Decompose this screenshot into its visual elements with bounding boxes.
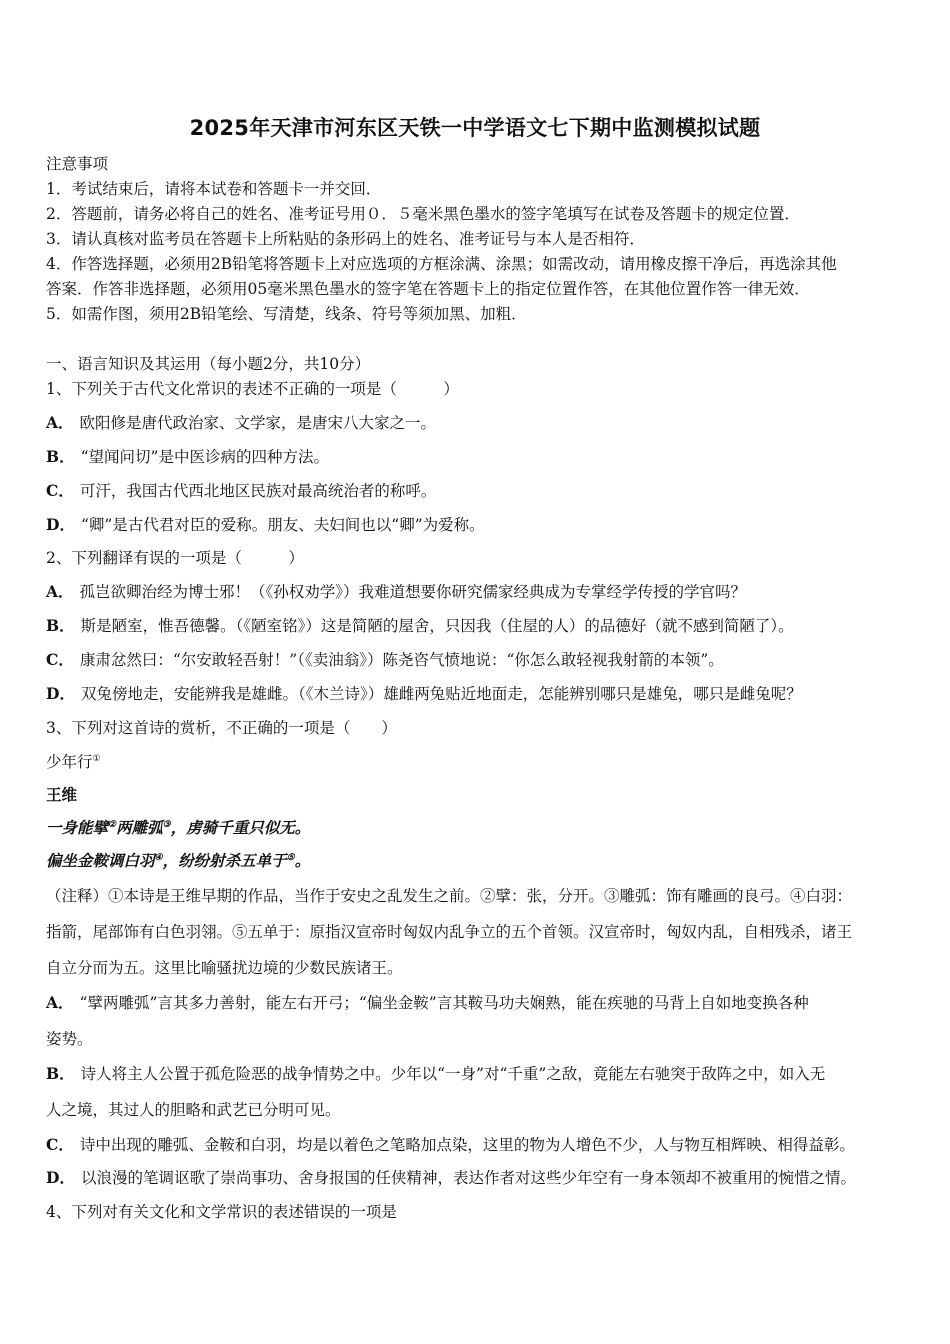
poem-text: 。	[294, 851, 311, 870]
poem-notes: 指箭，尾部饰有白色羽翎。⑤五单于：原指汉宣帝时匈奴内乱争立的五个首领。汉宣帝时，匈奴内乱，自相残杀，诸王	[46, 923, 853, 941]
option-letter: D．	[46, 515, 75, 534]
option-text: 诗人将主人公置于孤危险恶的战争情势之中。少年以“一身”对“千重”之敌，竟能左右驰突于敌阵之中，如入无	[80, 1065, 826, 1083]
question-2-option-c	[46, 648, 724, 670]
question-3-option-c	[46, 1133, 855, 1155]
footnote-marker: ④	[154, 852, 163, 863]
poem-text: 偏坐金鞍调白羽	[46, 851, 155, 870]
notice-item: 2．答题前，请务必将自己的姓名、准考证号用０．５毫米黑色墨水的签字笔填写在试卷及答题卡的规定位置．	[46, 205, 800, 223]
notice-item: 3．请认真核对监考员在答题卡上所粘贴的条形码上的姓名、准考证号与本人是否相符．	[46, 230, 645, 248]
notice-item: 4．作答选择题，必须用2B铅笔将答题卡上对应选项的方框涂满、涂黑；如需改动，请用橡皮擦干净后，再选涂其他	[46, 255, 837, 273]
option-letter: B．	[46, 1064, 75, 1083]
question-3-stem: 3、下列对这首诗的赏析，不正确的一项是（ ）	[46, 719, 397, 737]
option-text: “望闻问切”是中医诊病的四种方法。	[80, 448, 329, 466]
question-3-option-b	[46, 1062, 825, 1084]
option-letter: D．	[46, 1168, 75, 1187]
poem-notes: （注释）①本诗是王维早期的作品，当作于安史之乱发生之前。②擘：张，分开。③雕弧：饰有雕画的良弓。④白羽：	[46, 887, 853, 905]
option-text: 孤岂欲卿治经为博士邪！（《孙权劝学》）我难道想要你研究儒家经典成为专掌经学传授的学官吗？	[79, 583, 747, 601]
option-letter: A．	[46, 582, 74, 601]
question-1-option-b	[46, 445, 329, 467]
notice-heading: 注意事项	[46, 155, 109, 173]
option-text: 可汗，我国古代西北地区民族对最高统治者的称呼。	[79, 482, 437, 500]
option-continuation: 人之境，其过人的胆略和武艺已分明可见。	[46, 1101, 341, 1119]
option-letter: B．	[46, 616, 75, 635]
question-2-option-a	[46, 580, 746, 602]
footnote-marker: ②	[108, 819, 117, 830]
option-letter: B．	[46, 447, 75, 466]
question-3-option-d	[46, 1166, 856, 1188]
option-letter: D．	[46, 684, 75, 703]
question-2-option-d	[46, 682, 802, 704]
poem-line-2	[46, 849, 310, 871]
notice-item: 1．考试结束后，请将本试卷和答题卡一并交回．	[46, 180, 382, 198]
option-letter: C．	[46, 1135, 74, 1154]
option-letter: C．	[46, 650, 74, 669]
option-text: 以浪漫的笔调讴歌了崇尚事功、舍身报国的任侠精神，表达作者对这些少年空有一身本领却不被重用的惋惜之情。	[80, 1169, 856, 1187]
option-text: 诗中出现的雕弧、金鞍和白羽，均是以着色之笔略加点染，这里的物为人增色不少，人与物互相辉映、相得益彰。	[79, 1136, 855, 1154]
question-4-stem: 4、下列对有关文化和文学常识的表述错误的一项是	[46, 1203, 397, 1221]
section-heading: 一、语言知识及其运用（每小题2分，共10分）	[46, 355, 371, 373]
footnote-marker: ⑤	[286, 852, 295, 863]
option-text: 斯是陋室，惟吾德馨。（《陋室铭》）这是简陋的屋舍，只因我（住屋的人）的品德好（就不感到简陋了）。	[80, 617, 794, 635]
option-text: “擘两雕弧”言其多力善射，能左右开弓；“偏坐金鞍”言其鞍马功夫娴熟，能在疾驰的马背上自如地变换各种	[79, 994, 809, 1012]
option-continuation: 姿势。	[46, 1030, 93, 1048]
question-1-option-c	[46, 479, 436, 501]
poem-line-1	[46, 816, 310, 838]
poem-text: 两雕弧	[116, 818, 163, 837]
poem-title	[46, 750, 101, 772]
notice-item: 答案．作答非选择题，必须用05毫米黑色墨水的签字笔在答题卡上的指定位置作答，在其他位置作答一律无效．	[46, 280, 810, 298]
poem-text: ，虏骑千重只似无。	[170, 818, 311, 837]
option-letter: A．	[46, 993, 74, 1012]
notice-item: 5．如需作图，须用2B铅笔绘、写清楚，线条、符号等须加黑、加粗．	[46, 305, 527, 323]
option-letter: C．	[46, 481, 74, 500]
question-1-option-a	[46, 411, 436, 433]
poem-notes: 自立分而为五。这里比喻骚扰边境的少数民族诸王。	[46, 959, 403, 977]
page-title: 2025年天津市河东区天铁一中学语文七下期中监测模拟试题	[189, 116, 761, 140]
option-text: 双兔傍地走，安能辨我是雄雌。（《木兰诗》）雄雌两兔贴近地面走，怎能辨别哪只是雄兔，哪只是雌兔呢？	[80, 685, 802, 703]
footnote-marker: ①	[92, 753, 101, 764]
poem-text: ，纷纷射杀五单于	[162, 851, 287, 870]
question-1-option-d	[46, 513, 485, 535]
question-3-option-a	[46, 991, 809, 1013]
question-2-stem: 2、下列翻译有误的一项是（ ）	[46, 549, 304, 567]
option-text: “卿”是古代君对臣的爱称。朋友、夫妇间也以“卿”为爱称。	[80, 516, 485, 534]
poem-text: 一身能擘	[46, 818, 109, 837]
option-text: 欧阳修是唐代政治家、文学家，是唐宋八大家之一。	[79, 414, 437, 432]
question-1-stem: 1、下列关于古代文化常识的表述不正确的一项是（ ）	[46, 380, 459, 398]
poem-title-text: 少年行	[46, 753, 93, 771]
option-text: 康肃忿然曰：“尔安敢轻吾射！”（《卖油翁》）陈尧咨气愤地说：“你怎么敢轻视我射箭的本领”。	[79, 651, 724, 669]
option-letter: A．	[46, 413, 74, 432]
question-2-option-b	[46, 614, 794, 636]
footnote-marker: ③	[162, 819, 171, 830]
poem-author: 王维	[46, 785, 78, 804]
